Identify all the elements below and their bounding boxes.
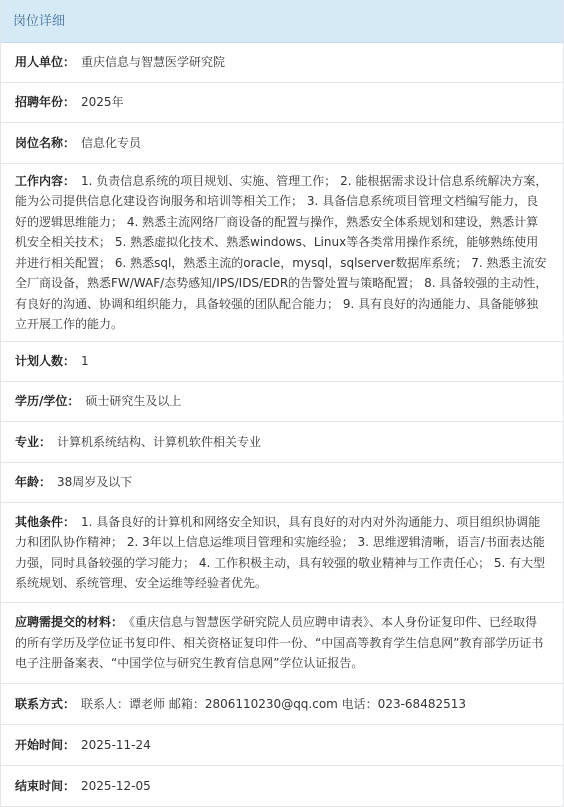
field-value: 1. 具备良好的计算机和网络安全知识，具有良好的对内对外沟通能力、项目组织协调能力和团队协作精神； 2. 3年以上信息运维项目管理和实施经验； 3. 思维逻辑清晰，语言/书面表达能力强，同时具备较强的学习能力； 4. 工作积极主动，具有较强的敬业精神与工作责任心； 5. 有大型系统规划、系统管理、安全运维等经验者优先。 bbox=[15, 514, 546, 590]
field-value: 2025-11-24 bbox=[81, 737, 151, 752]
field-employer: 用人单位： 重庆信息与智慧医学研究院 bbox=[1, 43, 563, 83]
field-value: 硕士研究生及以上 bbox=[85, 394, 182, 409]
field-label: 开始时间 bbox=[15, 737, 64, 752]
field-label: 其他条件 bbox=[15, 514, 64, 529]
field-value: 2025-12-05 bbox=[81, 778, 151, 793]
field-age: 年龄： 38周岁及以下 bbox=[1, 463, 563, 503]
field-value: 联系人：谭老师 邮箱：2806110230@qq.com 电话：023-68482513 bbox=[81, 696, 466, 711]
field-value: 计算机系统结构、计算机软件相关专业 bbox=[57, 434, 262, 449]
field-label: 年龄 bbox=[15, 475, 40, 490]
field-value: 重庆信息与智慧医学研究院 bbox=[81, 55, 226, 70]
field-label: 招聘年份 bbox=[15, 95, 64, 110]
section-header bbox=[1, 0, 563, 43]
field-value: 2025年 bbox=[81, 95, 124, 110]
field-value: 1 bbox=[81, 354, 89, 369]
field-headcount: 计划人数： 1 bbox=[1, 342, 563, 382]
field-other-requirements: 其他条件： 1. 具备良好的计算机和网络安全知识，具有良好的对内对外沟通能力、项目组织协调能力和团队协作精神； 2. 3年以上信息运维项目管理和实施经验； 3. 思维逻辑清晰，语言/书面表达能力强，同时具备较强的学习能力； 4. 工作积极主动，具有较强的敬业精神与工作责任心； 5. 有大型系统规划、系统管理、安全运维等经验者优先。 bbox=[1, 503, 563, 603]
field-label: 结束时间 bbox=[15, 778, 64, 793]
field-end-time: 结束时间： 2025-12-05 bbox=[1, 766, 563, 807]
field-position: 岗位名称： 信息化专员 bbox=[1, 123, 563, 164]
field-label: 联系方式 bbox=[15, 696, 64, 711]
field-label: 工作内容 bbox=[15, 173, 64, 188]
field-start-time: 开始时间： 2025-11-24 bbox=[1, 725, 563, 766]
field-label: 计划人数 bbox=[15, 354, 64, 369]
field-label: 学历/学位 bbox=[15, 394, 68, 409]
field-major: 专业： 计算机系统结构、计算机软件相关专业 bbox=[1, 422, 563, 463]
field-degree: 学历/学位： 硕士研究生及以上 bbox=[1, 382, 563, 422]
field-application-materials: 应聘需提交的材料： 《重庆信息与智慧医学研究院人员应聘申请表》、本人身份证复印件、已经取得的所有学历及学位证书复印件、相关资格证复印件一份、“中国高等教育学生信息网”教育部学历证书电子注册备案表、“中国学位与研究生教育信息网”学位认证报告。 bbox=[1, 603, 563, 684]
field-job-content: 工作内容： 1. 负责信息系统的项目规划、实施、管理工作； 2. 能根据需求设计信息系统解决方案，能为公司提供信息化建设咨询服务和培训等相关工作； 3. 具备信息系统项目管理文档编写能力，良好的逻辑思维能力； 4. 熟悉主流网络厂商设备的配置与操作，熟悉安全体系规划和建设，熟悉计算机安全相关技术； 5. 熟悉虚拟化技术、熟悉windows、Linux等各类常用操作系统，能够熟练使用并进行相关配置； 6. 熟悉sql，熟悉主流的oracle，mysql，sqlserver数据库系统； 7. 熟悉主流安全厂商设备，熟悉FW/WAF/态势感知/IPS/IDS/EDR的告警处置与策略配置； 8. 具备较强的主动性，有良好的沟通、协调和组织能力，具备较强的团队配合能力； 9. 具有良好的沟通能力、具备能够独立开展工作的能力。 bbox=[1, 164, 563, 342]
field-value: 38周岁及以下 bbox=[57, 475, 133, 490]
field-value: 1. 负责信息系统的项目规划、实施、管理工作； 2. 能根据需求设计信息系统解决方案，能为公司提供信息化建设咨询服务和培训等相关工作； 3. 具备信息系统项目管理文档编写能力，良好的逻辑思维能力； 4. 熟悉主流网络厂商设备的配置与操作，熟悉安全体系规划和建设，熟悉计算机安全相关技术； 5. 熟悉虚拟化技术、熟悉windows、Linux等各类常用操作系统，能够熟练使用并进行相关配置； 6. 熟悉sql，熟悉主流的oracle，mysql，sqlserver数据库系统； 7. 熟悉主流安全厂商设备，熟悉FW/WAF/态势感知/IPS/IDS/EDR的告警处置与策略配置； 8. 具备较强的主动性，有良好的沟通、协调和组织能力，具备较强的团队配合能力； 9. 具有良好的沟通能力、具备能够独立开展工作的能力。 bbox=[15, 173, 548, 331]
section-title: 岗位详细 bbox=[13, 14, 66, 29]
field-label: 专业 bbox=[15, 434, 40, 449]
field-year: 招聘年份： 2025年 bbox=[1, 83, 563, 123]
field-value: 《重庆信息与智慧医学研究院人员应聘申请表》、本人身份证复印件、已经取得的所有学历及学位证书复印件、相关资格证复印件一份、“中国高等教育学生信息网”教育部学历证书电子注册备案表、“中国学位与研究生教育信息网”学位认证报告。 bbox=[15, 615, 544, 671]
field-label: 用人单位 bbox=[15, 55, 64, 70]
field-label: 岗位名称 bbox=[15, 135, 64, 150]
field-contact: 联系方式： 联系人：谭老师 邮箱：2806110230@qq.com 电话：023-68482513 bbox=[1, 684, 563, 725]
field-value: 信息化专员 bbox=[81, 135, 142, 150]
field-label: 应聘需提交的材料 bbox=[15, 615, 112, 630]
